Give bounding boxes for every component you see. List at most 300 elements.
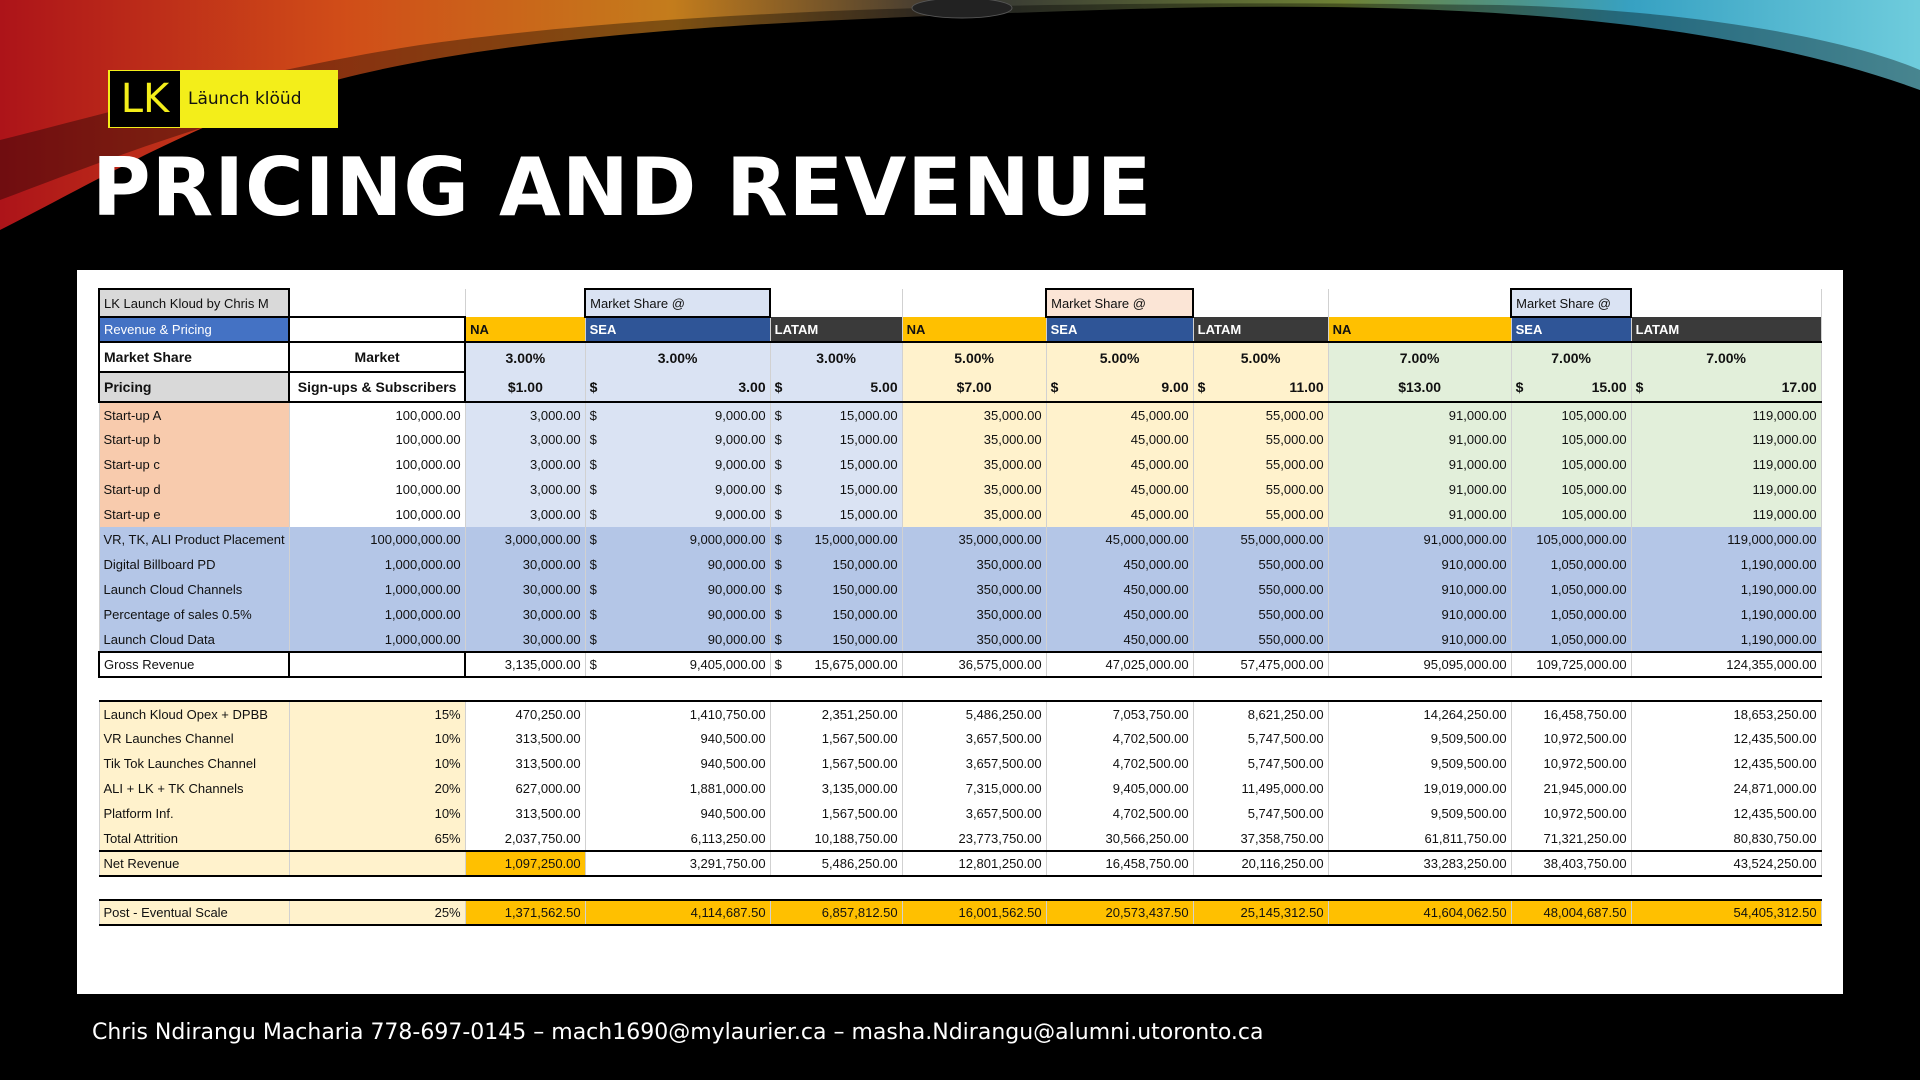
- numeric-value: 5,486,250.00: [965, 706, 1042, 722]
- empty-cell: [1046, 677, 1193, 701]
- numeric-value: 450,000.00: [1123, 557, 1189, 572]
- row-startup: [99, 452, 1821, 477]
- market-share-header: Market Share @: [585, 289, 770, 317]
- price-cell: [1511, 372, 1631, 402]
- value-cell: [1193, 627, 1328, 652]
- value-cell: [465, 851, 585, 876]
- empty-cell: [1193, 876, 1328, 900]
- value-cell: [902, 776, 1046, 801]
- value-cell: [1631, 801, 1821, 826]
- value-cell: [770, 427, 902, 452]
- value-cell: [585, 751, 770, 776]
- empty-cell: [1328, 289, 1511, 317]
- logo-text: Läunch klöüd: [188, 89, 302, 109]
- empty-cell: [289, 677, 465, 701]
- numeric-value: 550,000.00: [1258, 631, 1324, 647]
- value-cell: [770, 826, 902, 851]
- row-cost: [99, 776, 1821, 801]
- value-cell: [585, 801, 770, 826]
- numeric-value: 15,000.00: [839, 432, 898, 447]
- price-value: $1.00: [507, 378, 543, 395]
- header-row-regions: [99, 317, 1821, 342]
- currency-symbol: $: [774, 557, 782, 572]
- numeric-value: 5,486,250.00: [821, 856, 898, 871]
- numeric-value: 55,000.00: [1265, 432, 1324, 447]
- numeric-value: 45,000.00: [1130, 457, 1189, 472]
- numeric-value: 16,458,750.00: [1543, 706, 1627, 722]
- value-cell: [1328, 726, 1511, 751]
- value-cell: [1631, 851, 1821, 876]
- numeric-value: 30,566,250.00: [1105, 830, 1189, 846]
- market-value: 100,000,000.00: [289, 527, 465, 552]
- value-cell: [1328, 527, 1511, 552]
- currency-symbol: $: [774, 532, 782, 547]
- row-label: Platform Inf.: [99, 801, 289, 826]
- market-share-value: 5.00%: [902, 342, 1046, 372]
- row-net-revenue: [99, 851, 1821, 876]
- currency-symbol: $: [774, 507, 782, 522]
- numeric-value: 35,000.00: [983, 482, 1042, 497]
- value-cell: [1046, 502, 1193, 527]
- numeric-value: 9,000,000.00: [689, 532, 766, 547]
- value-cell: [1046, 751, 1193, 776]
- value-cell: [1328, 801, 1511, 826]
- numeric-value: 124,355,000.00: [1726, 657, 1817, 672]
- value-cell: [1046, 452, 1193, 477]
- value-cell: [1193, 552, 1328, 577]
- value-cell: [465, 452, 585, 477]
- market-share-value: 3.00%: [465, 342, 585, 372]
- numeric-value: 7,315,000.00: [965, 781, 1042, 796]
- value-cell: [1328, 502, 1511, 527]
- row-startup: [99, 427, 1821, 452]
- empty-cell: [902, 677, 1046, 701]
- empty-cell: [585, 876, 770, 900]
- numeric-value: 45,000.00: [1130, 432, 1189, 447]
- value-cell: [1328, 402, 1511, 427]
- value-cell: [1511, 900, 1631, 925]
- numeric-value: 18,653,250.00: [1733, 706, 1817, 722]
- value-cell: [770, 502, 902, 527]
- numeric-value: 14,264,250.00: [1423, 706, 1507, 722]
- value-cell: [1511, 652, 1631, 677]
- value-cell: [1046, 602, 1193, 627]
- value-cell: [1631, 726, 1821, 751]
- value-cell: [770, 701, 902, 726]
- row-channel: [99, 577, 1821, 602]
- numeric-value: 15,675,000.00: [814, 657, 898, 672]
- market-value: 1,000,000.00: [289, 577, 465, 602]
- empty-cell: [289, 317, 465, 342]
- value-cell: [1631, 776, 1821, 801]
- numeric-value: 313,500.00: [515, 756, 581, 771]
- value-cell: [902, 402, 1046, 427]
- empty-cell: [1328, 677, 1511, 701]
- row-startup: [99, 402, 1821, 427]
- row-label: Gross Revenue: [99, 652, 289, 677]
- percent-value: 10%: [289, 751, 465, 776]
- numeric-value: 1,190,000.00: [1740, 582, 1817, 597]
- percent-value: 10%: [289, 726, 465, 751]
- numeric-value: 91,000.00: [1448, 507, 1507, 522]
- numeric-value: 90,000.00: [707, 631, 766, 647]
- numeric-value: 940,500.00: [700, 806, 766, 821]
- value-cell: [1328, 577, 1511, 602]
- numeric-value: 55,000.00: [1265, 507, 1324, 522]
- numeric-value: 550,000.00: [1258, 582, 1324, 597]
- value-cell: [465, 527, 585, 552]
- numeric-value: 55,000.00: [1265, 482, 1324, 497]
- value-cell: [902, 726, 1046, 751]
- value-cell: [1328, 900, 1511, 925]
- empty-cell: [1631, 289, 1821, 317]
- value-cell: [770, 652, 902, 677]
- market-value: 100,000.00: [289, 427, 465, 452]
- value-cell: [902, 801, 1046, 826]
- row-label: VR, TK, ALI Product Placement: [99, 527, 289, 552]
- price-value: $7.00: [956, 378, 992, 395]
- numeric-value: 105,000.00: [1561, 407, 1627, 423]
- numeric-value: 5,747,500.00: [1247, 756, 1324, 771]
- value-cell: [902, 502, 1046, 527]
- market-value: 100,000.00: [289, 452, 465, 477]
- price-value: 11.00: [1289, 378, 1324, 395]
- value-cell: [1193, 652, 1328, 677]
- value-cell: [1193, 427, 1328, 452]
- value-cell: [770, 627, 902, 652]
- numeric-value: 55,000.00: [1265, 457, 1324, 472]
- row-cost: [99, 726, 1821, 751]
- value-cell: [1631, 602, 1821, 627]
- value-cell: [902, 652, 1046, 677]
- price-value: 9.00: [1161, 378, 1189, 395]
- empty-cell: [902, 876, 1046, 900]
- numeric-value: 1,567,500.00: [821, 756, 898, 771]
- empty-cell: [465, 289, 585, 317]
- price-cell: [1631, 372, 1821, 402]
- value-cell: [1328, 477, 1511, 502]
- percent-value: 65%: [289, 826, 465, 851]
- numeric-value: 5,747,500.00: [1247, 731, 1324, 746]
- value-cell: [1046, 776, 1193, 801]
- numeric-value: 4,702,500.00: [1112, 756, 1189, 771]
- value-cell: [465, 826, 585, 851]
- value-cell: [585, 452, 770, 477]
- value-cell: [1511, 527, 1631, 552]
- numeric-value: 8,621,250.00: [1247, 706, 1324, 722]
- empty-cell: [289, 289, 465, 317]
- numeric-value: 3,000.00: [530, 482, 581, 497]
- value-cell: [465, 627, 585, 652]
- numeric-value: 3,000.00: [530, 457, 581, 472]
- numeric-value: 1,050,000.00: [1550, 607, 1627, 622]
- value-cell: [770, 776, 902, 801]
- currency-symbol: $: [589, 631, 597, 647]
- value-cell: [1631, 502, 1821, 527]
- row-label: Start-up b: [99, 427, 289, 452]
- value-cell: [1511, 627, 1631, 652]
- currency-symbol: $: [589, 407, 597, 423]
- value-cell: [465, 552, 585, 577]
- numeric-value: 30,000.00: [522, 557, 581, 572]
- value-cell: [1046, 402, 1193, 427]
- numeric-value: 55,000.00: [1265, 407, 1324, 423]
- price-value: 5.00: [870, 378, 898, 395]
- currency-symbol: $: [589, 432, 597, 447]
- numeric-value: 57,475,000.00: [1240, 657, 1324, 672]
- numeric-value: 71,321,250.00: [1543, 830, 1627, 846]
- value-cell: [465, 751, 585, 776]
- numeric-value: 91,000.00: [1448, 407, 1507, 423]
- numeric-value: 7,053,750.00: [1112, 706, 1189, 722]
- numeric-value: 15,000.00: [839, 457, 898, 472]
- numeric-value: 6,857,812.50: [821, 905, 898, 920]
- column-label: Sign-ups & Subscribers: [289, 372, 465, 402]
- numeric-value: 90,000.00: [707, 557, 766, 572]
- row-gross-revenue: [99, 652, 1821, 677]
- numeric-value: 9,405,000.00: [1112, 781, 1189, 796]
- currency-symbol: $: [1635, 378, 1644, 395]
- value-cell: [1511, 826, 1631, 851]
- numeric-value: 30,000.00: [522, 631, 581, 647]
- row-pricing: [99, 372, 1821, 402]
- numeric-value: 45,000.00: [1130, 407, 1189, 423]
- percent-value: 10%: [289, 801, 465, 826]
- numeric-value: 95,095,000.00: [1423, 657, 1507, 672]
- value-cell: [465, 402, 585, 427]
- empty-cell: [902, 289, 1046, 317]
- value-cell: [585, 552, 770, 577]
- value-cell: [585, 602, 770, 627]
- numeric-value: 30,000.00: [522, 582, 581, 597]
- currency-symbol: $: [774, 457, 782, 472]
- numeric-value: 313,500.00: [515, 731, 581, 746]
- currency-symbol: $: [774, 407, 782, 423]
- currency-symbol: $: [774, 378, 783, 395]
- value-cell: [1046, 701, 1193, 726]
- numeric-value: 3,000.00: [530, 432, 581, 447]
- numeric-value: 4,114,687.50: [690, 905, 766, 920]
- empty-cell: [1631, 876, 1821, 900]
- numeric-value: 150,000.00: [832, 582, 898, 597]
- row-label: Tik Tok Launches Channel: [99, 751, 289, 776]
- numeric-value: 16,458,750.00: [1105, 856, 1189, 871]
- numeric-value: 91,000.00: [1448, 457, 1507, 472]
- value-cell: [465, 477, 585, 502]
- numeric-value: 90,000.00: [707, 582, 766, 597]
- contact-footer: Chris Ndirangu Macharia 778-697-0145 – mach1690@mylaurier.ca – masha.Ndirangu@alumni.utoronto.ca: [92, 1020, 1264, 1045]
- value-cell: [585, 477, 770, 502]
- numeric-value: 940,500.00: [700, 756, 766, 771]
- numeric-value: 3,135,000.00: [504, 657, 581, 672]
- market-value: 100,000.00: [289, 402, 465, 427]
- value-cell: [585, 900, 770, 925]
- brand-logo: [108, 70, 338, 128]
- numeric-value: 24,871,000.00: [1733, 781, 1817, 796]
- value-cell: [1511, 477, 1631, 502]
- row-label: Start-up e: [99, 502, 289, 527]
- value-cell: [1511, 402, 1631, 427]
- value-cell: [1046, 527, 1193, 552]
- row-label: Market Share: [99, 342, 289, 372]
- value-cell: [1328, 602, 1511, 627]
- value-cell: [1193, 851, 1328, 876]
- numeric-value: 119,000.00: [1752, 407, 1817, 423]
- empty-cell: [465, 876, 585, 900]
- numeric-value: 1,050,000.00: [1550, 631, 1627, 647]
- value-cell: [1631, 402, 1821, 427]
- numeric-value: 15,000,000.00: [814, 532, 898, 547]
- value-cell: [1046, 477, 1193, 502]
- value-cell: [1631, 701, 1821, 726]
- numeric-value: 1,050,000.00: [1550, 557, 1627, 572]
- value-cell: [902, 826, 1046, 851]
- spreadsheet-panel: [77, 270, 1843, 994]
- row-cost: [99, 826, 1821, 851]
- numeric-value: 119,000.00: [1752, 482, 1817, 497]
- row-startup: [99, 477, 1821, 502]
- numeric-value: 3,000.00: [530, 507, 581, 522]
- value-cell: [1328, 776, 1511, 801]
- value-cell: [1193, 776, 1328, 801]
- row-label: Launch Cloud Data: [99, 627, 289, 652]
- price-cell: [1046, 372, 1193, 402]
- value-cell: [1328, 627, 1511, 652]
- currency-symbol: $: [589, 557, 597, 572]
- row-label: Pricing: [99, 372, 289, 402]
- market-share-header: Market Share @: [1511, 289, 1631, 317]
- value-cell: [1328, 851, 1511, 876]
- numeric-value: 4,702,500.00: [1112, 731, 1189, 746]
- value-cell: [465, 502, 585, 527]
- numeric-value: 35,000.00: [983, 507, 1042, 522]
- value-cell: [1631, 527, 1821, 552]
- value-cell: [585, 826, 770, 851]
- market-value: 1,000,000.00: [289, 552, 465, 577]
- value-cell: [770, 751, 902, 776]
- numeric-value: 16,001,562.50: [958, 905, 1042, 920]
- numeric-value: 12,435,500.00: [1733, 756, 1817, 771]
- value-cell: [770, 402, 902, 427]
- currency-symbol: $: [774, 657, 782, 672]
- numeric-value: 3,657,500.00: [965, 806, 1042, 821]
- value-cell: [1511, 452, 1631, 477]
- value-cell: [585, 402, 770, 427]
- value-cell: [770, 452, 902, 477]
- numeric-value: 2,037,750.00: [504, 830, 581, 846]
- row-label: Percentage of sales 0.5%: [99, 602, 289, 627]
- corner-label: LK Launch Kloud by Chris M: [99, 289, 289, 317]
- row-label: Total Attrition: [99, 826, 289, 851]
- numeric-value: 54,405,312.50: [1733, 905, 1817, 920]
- row-startup: [99, 502, 1821, 527]
- percent-value: 25%: [289, 900, 465, 925]
- currency-symbol: $: [774, 432, 782, 447]
- empty-cell: [289, 851, 465, 876]
- value-cell: [1511, 726, 1631, 751]
- value-cell: [1631, 652, 1821, 677]
- value-cell: [1193, 826, 1328, 851]
- value-cell: [902, 452, 1046, 477]
- value-cell: [902, 552, 1046, 577]
- numeric-value: 61,811,750.00: [1424, 830, 1507, 846]
- numeric-value: 1,190,000.00: [1740, 607, 1817, 622]
- empty-cell: [1511, 876, 1631, 900]
- numeric-value: 9,509,500.00: [1430, 731, 1507, 746]
- value-cell: [1046, 801, 1193, 826]
- value-cell: [1046, 851, 1193, 876]
- numeric-value: 11,495,000.00: [1241, 781, 1324, 796]
- spacer-row: [99, 876, 1821, 900]
- value-cell: [1046, 577, 1193, 602]
- value-cell: [770, 477, 902, 502]
- column-label: Market: [289, 342, 465, 372]
- value-cell: [1193, 701, 1328, 726]
- price-value: 17.00: [1781, 378, 1817, 395]
- value-cell: [1511, 502, 1631, 527]
- row-cost: [99, 751, 1821, 776]
- value-cell: [585, 502, 770, 527]
- numeric-value: 910,000.00: [1441, 582, 1507, 597]
- numeric-value: 90,000.00: [707, 607, 766, 622]
- value-cell: [1511, 552, 1631, 577]
- empty-cell: [99, 876, 289, 900]
- value-cell: [770, 527, 902, 552]
- currency-symbol: $: [774, 607, 782, 622]
- empty-cell: [1193, 289, 1328, 317]
- numeric-value: 9,509,500.00: [1430, 806, 1507, 821]
- currency-symbol: $: [774, 631, 782, 647]
- value-cell: [585, 627, 770, 652]
- value-cell: [902, 602, 1046, 627]
- price-cell: [770, 372, 902, 402]
- numeric-value: 91,000.00: [1448, 432, 1507, 447]
- numeric-value: 1,567,500.00: [821, 806, 898, 821]
- row-label: VR Launches Channel: [99, 726, 289, 751]
- value-cell: [1631, 577, 1821, 602]
- value-cell: [1631, 452, 1821, 477]
- row-label: Post - Eventual Scale: [99, 900, 289, 925]
- numeric-value: 350,000.00: [976, 607, 1042, 622]
- value-cell: [1328, 826, 1511, 851]
- value-cell: [1511, 602, 1631, 627]
- numeric-value: 9,000.00: [715, 507, 766, 522]
- row-label: Start-up c: [99, 452, 289, 477]
- value-cell: [585, 701, 770, 726]
- price-value: $13.00: [1398, 378, 1442, 395]
- price-cell: [1193, 372, 1328, 402]
- value-cell: [465, 701, 585, 726]
- value-cell: [1511, 851, 1631, 876]
- row-cost: [99, 701, 1821, 726]
- value-cell: [1511, 701, 1631, 726]
- numeric-value: 9,000.00: [715, 482, 766, 497]
- numeric-value: 80,830,750.00: [1733, 830, 1817, 846]
- market-value: 100,000.00: [289, 477, 465, 502]
- value-cell: [1328, 751, 1511, 776]
- numeric-value: 313,500.00: [515, 806, 581, 821]
- row-channel: [99, 602, 1821, 627]
- region-header: SEA: [1046, 317, 1193, 342]
- value-cell: [1193, 801, 1328, 826]
- numeric-value: 25,145,312.50: [1240, 905, 1324, 920]
- numeric-value: 15,000.00: [839, 482, 898, 497]
- value-cell: [1631, 552, 1821, 577]
- value-cell: [770, 851, 902, 876]
- region-header: LATAM: [770, 317, 902, 342]
- price-cell: [465, 372, 585, 402]
- value-cell: [1046, 627, 1193, 652]
